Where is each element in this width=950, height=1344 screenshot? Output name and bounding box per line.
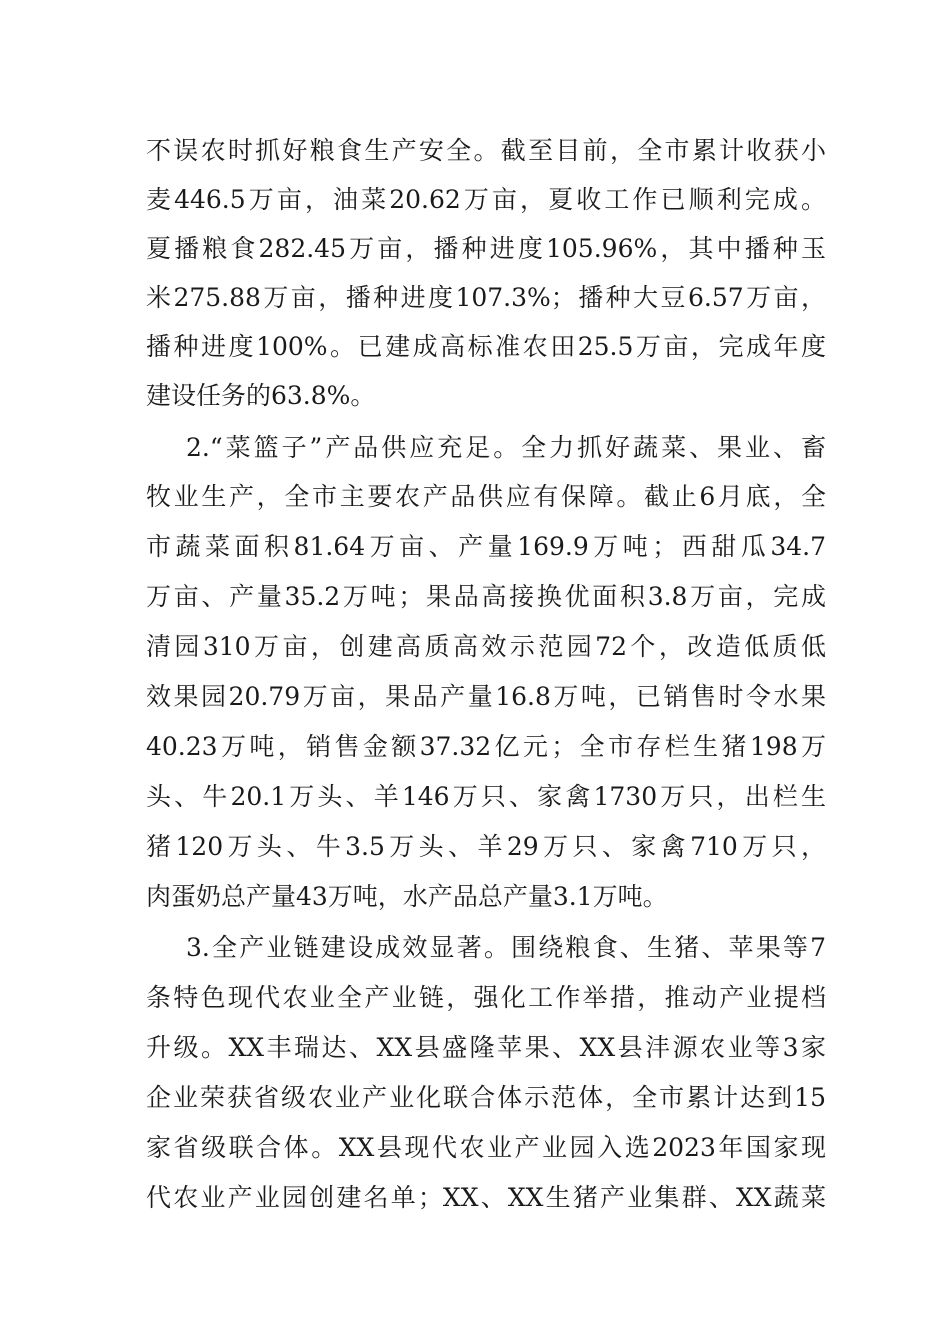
text-line: 麦446.5万亩，油菜20.62万亩，夏收工作已顺利完成。: [146, 185, 826, 214]
text-line: 肉蛋奶总产量43万吨，水产品总产量3.1万吨。: [146, 882, 668, 911]
text-line: 家省级联合体。XX县现代农业产业园入选2023年国家现: [146, 1133, 826, 1162]
text-line: 市蔬菜面积81.64万亩、产量169.9万吨；西甜瓜34.7: [146, 532, 826, 561]
text-line: 40.23万吨，销售金额37.32亿元；全市存栏生猪198万: [146, 732, 826, 761]
text-line: 升级。XX丰瑞达、XX县盛隆苹果、XX县沣源农业等3家: [146, 1033, 826, 1062]
text-line: 代农业产业园创建名单；XX、XX生猪产业集群、XX蔬菜: [146, 1183, 826, 1212]
text-line: 建设任务的63.8%。: [146, 381, 376, 410]
text-line: 播种进度100%。已建成高标准农田25.5万亩，完成年度: [146, 332, 826, 361]
text-line: 不误农时抓好粮食生产安全。截至目前，全市累计收获小: [146, 136, 826, 165]
text-line: 牧业生产，全市主要农产品供应有保障。截止6月底，全: [146, 482, 826, 511]
text-line: 效果园20.79万亩，果品产量16.8万吨，已销售时令水果: [146, 682, 826, 711]
text-line: 头、牛20.1万头、羊146万只、家禽1730万只，出栏生: [146, 782, 826, 811]
paragraph-heading-line: 3.全产业链建设成效显著。围绕粮食、生猪、苹果等7: [186, 933, 826, 962]
text-line: 猪120万头、牛3.5万头、羊29万只、家禽710万只，: [146, 832, 826, 861]
text-line: 万亩、产量35.2万吨；果品高接换优面积3.8万亩，完成: [146, 582, 826, 611]
text-line: 米275.88万亩，播种进度107.3%；播种大豆6.57万亩，: [146, 283, 826, 312]
paragraph-heading-line: 2.“菜篮子”产品供应充足。全力抓好蔬菜、果业、畜: [186, 433, 826, 462]
text-line: 条特色现代农业全产业链，强化工作举措，推动产业提档: [146, 983, 826, 1012]
text-line: 企业荣获省级农业产业化联合体示范体，全市累计达到15: [146, 1083, 826, 1112]
text-line: 清园310万亩，创建高质高效示范园72个，改造低质低: [146, 632, 826, 661]
text-line: 夏播粮食282.45万亩，播种进度105.96%，其中播种玉: [146, 234, 826, 263]
